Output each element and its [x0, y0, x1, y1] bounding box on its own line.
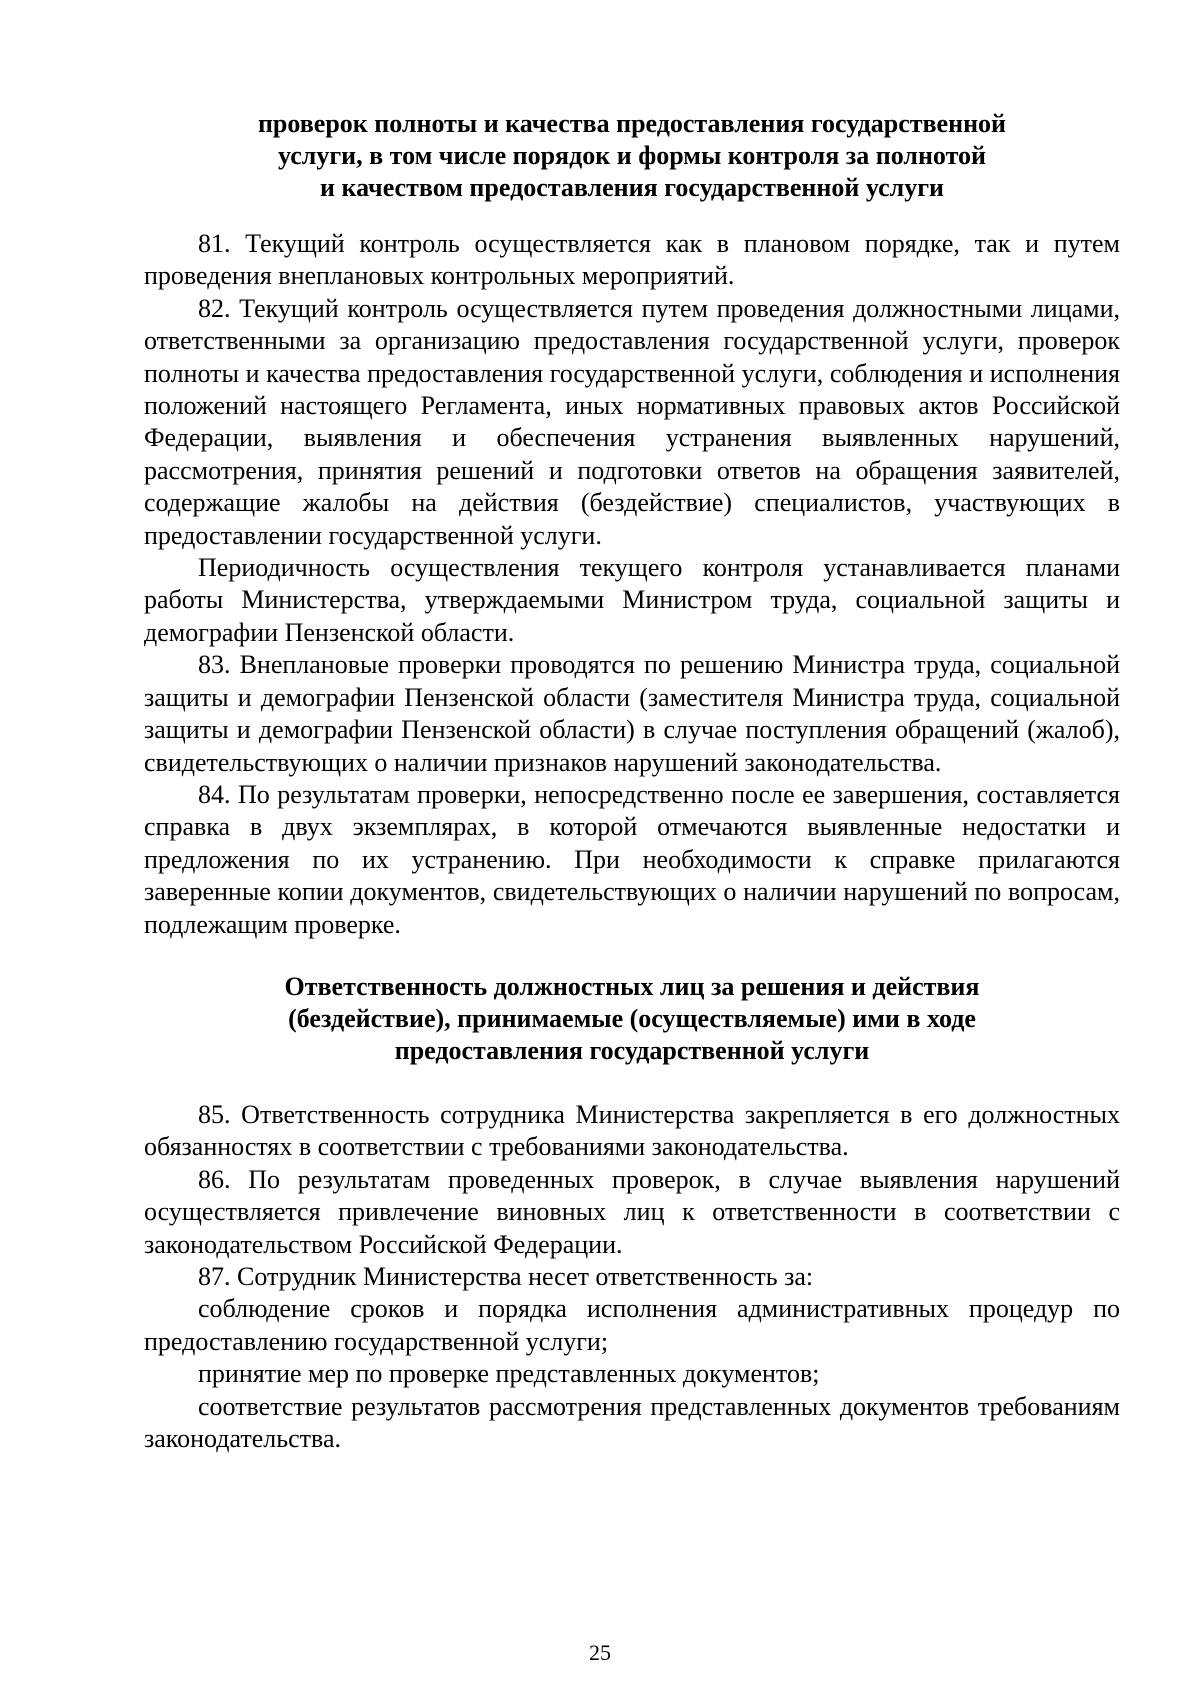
paragraph-82: 82. Текущий контроль осуществляется путем проведения должностными лицами, ответственными за организацию предоставления государственной услуги, проверок полноты и качества предоставления государственной услуги, соблюдения и исполнения положений настоящего Регламента, иных нормативных правовых актов Российской Федерации, выявления и обеспечения устранения выявленных нарушений, рассмотрения, принятия решений и подготовки ответов на обращения заявителей, содержащие жалобы на действия (бездействие) специалистов, участвующих в предоставлении государственной услуги. — [144, 293, 1120, 550]
heading-line: Ответственность должностных лиц за решения и действия — [284, 971, 980, 1001]
heading-line: предоставления государственной услуги — [394, 1035, 870, 1065]
paragraph-86: 86. По результатам проведенных проверок, в случае выявления нарушений осуществляется привлечение виновных лиц к ответственности в соответствии с законодательством Российской Федерации. — [144, 1164, 1120, 1259]
paragraph-87-item-verification: принятие мер по проверке представленных документов; — [198, 1359, 820, 1389]
paragraph-87: 87. Сотрудник Министерства несет ответственность за: — [198, 1261, 814, 1291]
heading-line: (бездействие), принимаемые (осуществляемые) ими в ходе — [288, 1003, 976, 1033]
paragraph-83: 83. Внеплановые проверки проводятся по решению Министра труда, социальной защиты и демографии Пензенской области (заместителя Министра труда, социальной защиты и демографии Пензенской области) в случае поступления обращений (жалоб), свидетельствующих о наличии признаков нарушений законодательства. — [144, 650, 1120, 777]
section-body-control — [144, 228, 1120, 941]
paragraph-84: 84. По результатам проверки, непосредственно после ее завершения, составляется справка в двух экземплярах, в которой отмечаются выявленные недостатки и предложения по их устранению. При необходимости к справке прилагаются заверенные копии документов, свидетельствующих о наличии нарушений по вопросам, подлежащим проверке. — [144, 779, 1120, 939]
paragraph-87-item-compliance: соответствие результатов рассмотрения представленных документов требованиям законодательства. — [144, 1391, 1120, 1453]
document-page — [144, 108, 1120, 1455]
heading-line: проверок полноты и качества предоставления государственной — [257, 109, 1007, 138]
paragraph-87-item-deadlines: соблюдение сроков и порядка исполнения административных процедур по предоставлению государственной услуги; — [144, 1294, 1120, 1356]
section-heading-control-checks — [144, 108, 1120, 204]
section-body-responsibility — [144, 1099, 1120, 1455]
heading-line: услуги, в том числе порядок и формы контроля за полнотой — [278, 141, 986, 170]
paragraph-85: 85. Ответственность сотрудника Министерства закрепляется в его должностных обязанностях в соответствии с требованиями законодательства. — [144, 1099, 1120, 1162]
page-number: 25 — [589, 1640, 611, 1665]
paragraph-81: 81. Текущий контроль осуществляется как в плановом порядке, так и путем проведения внеплановых контрольных мероприятий. — [144, 229, 1120, 291]
section-heading-responsibility — [144, 971, 1120, 1067]
paragraph-periodicity: Периодичность осуществления текущего контроля устанавливается планами работы Министерства, утверждаемыми Министром труда, социальной защиты и демографии Пензенской области. — [144, 553, 1120, 647]
heading-line: и качеством предоставления государственной услуги — [320, 173, 944, 202]
